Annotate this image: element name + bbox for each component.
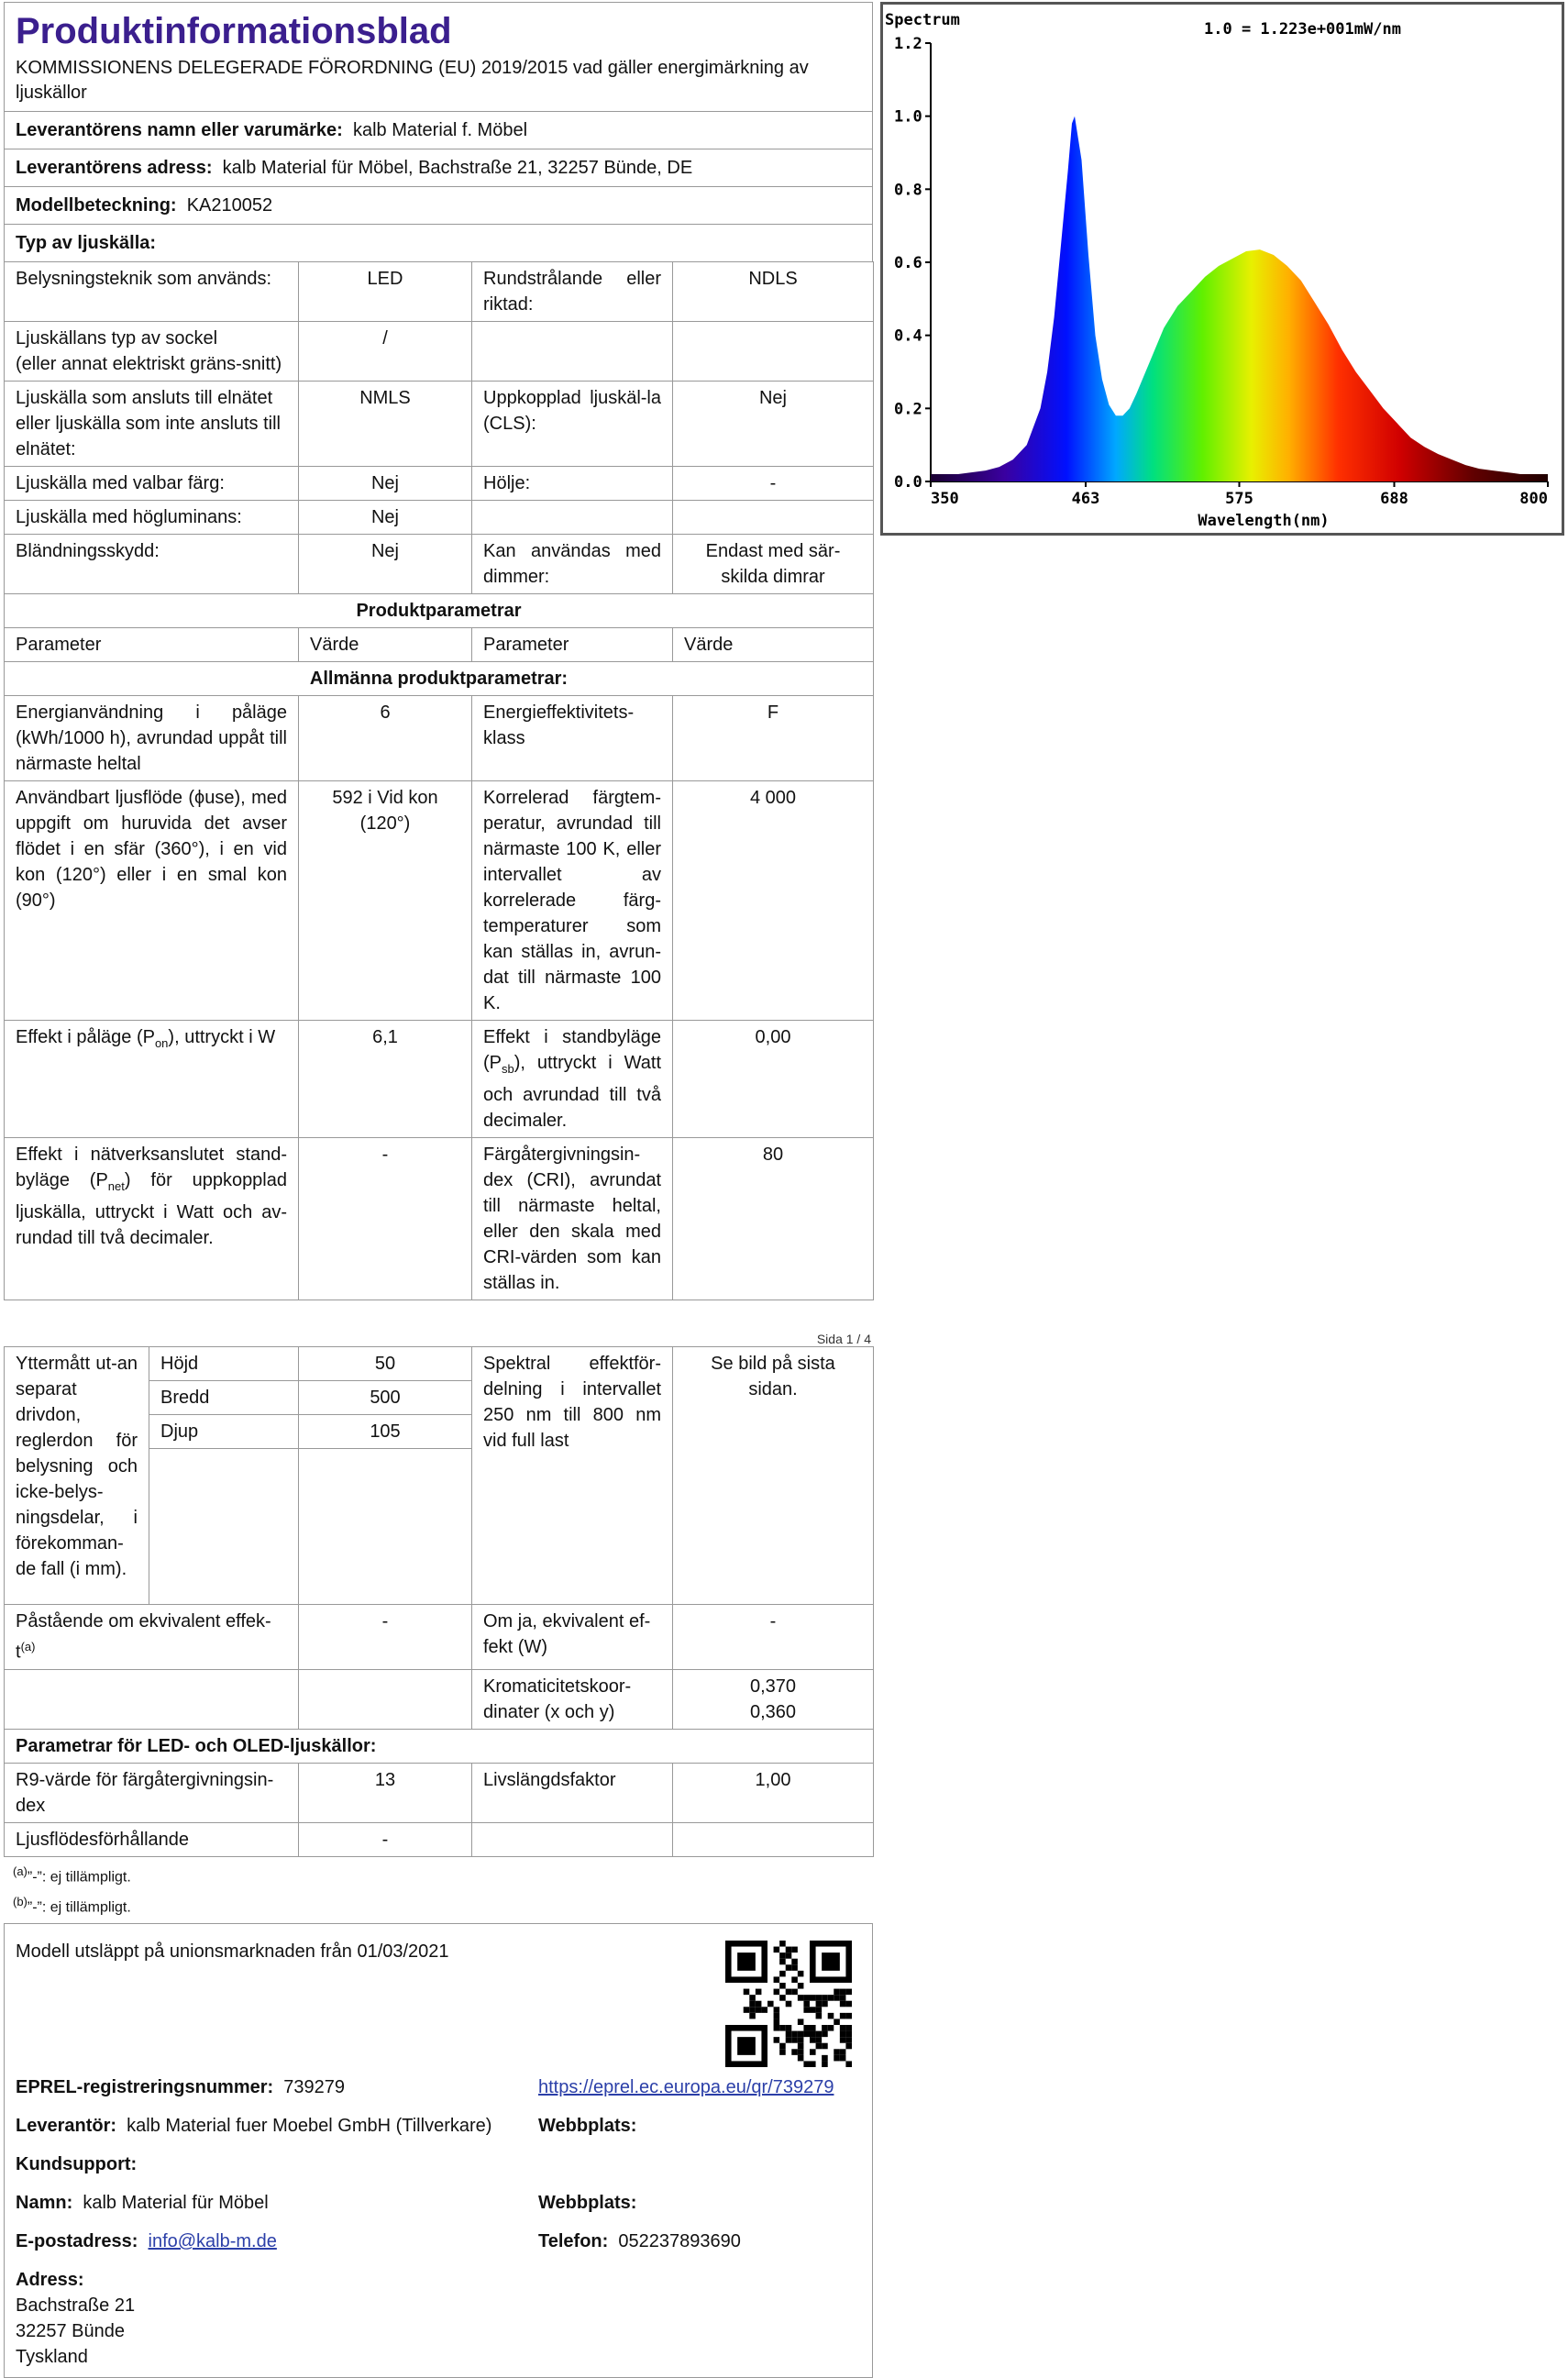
- x-axis-label: Wavelength(nm): [1198, 512, 1330, 530]
- chroma-row: [5, 1669, 874, 1729]
- param-value: 0,370 0,360: [673, 1669, 874, 1729]
- address-row: [4, 149, 873, 186]
- type-row: [5, 382, 874, 467]
- param-value: -: [299, 1138, 472, 1300]
- supplier-name: kalb Material fuer Moebel GmbH (Tillverkare): [127, 2116, 492, 2137]
- dim-value: 500: [299, 1381, 472, 1415]
- param-label: Ljusflödesförhållande: [5, 1822, 299, 1856]
- y-tick-label: 0.2: [894, 400, 922, 419]
- model-label: Modellbeteckning:: [16, 195, 177, 216]
- param-label: Ljuskälla som ansluts till elnätet eller ljuskälla som inte ansluts till elnätet:: [5, 382, 299, 467]
- footer-box: [4, 1923, 873, 2378]
- column-header-row: [5, 628, 874, 662]
- phone-number: 052237893690: [618, 2231, 741, 2252]
- website-label: Webbplats:: [538, 2116, 637, 2137]
- y-tick-label: 1.0: [894, 107, 922, 127]
- param-label: Ljuskälla med valbar färg:: [5, 467, 299, 501]
- param-value: 592 i Vid kon (120°): [299, 781, 472, 1021]
- param-value: -: [299, 1822, 472, 1856]
- param-value: -: [673, 467, 874, 501]
- net-standby-row: [5, 1138, 874, 1300]
- supplier-value: kalb Material f. Möbel: [352, 120, 528, 140]
- col-header: Parameter: [5, 628, 299, 662]
- support-heading: Kundsupport:: [16, 2154, 138, 2175]
- param-value: /: [299, 322, 472, 382]
- x-tick-label: 688: [1380, 490, 1408, 508]
- param-value: [673, 322, 874, 382]
- eprel-link[interactable]: https://eprel.ec.europa.eu/qr/739279: [538, 2077, 834, 2098]
- param-label: Användbart ljusflöde (ϕuse), med uppgift om huruvida det avser flödet i en sfär (360°), i en vid kon (120°) eller i en smal kon (90°): [5, 781, 299, 1021]
- param-value: 80: [673, 1138, 874, 1300]
- release-date: Modell utsläppt på unionsmarknaden från 01/03/2021: [16, 1941, 449, 1963]
- name-label: Namn:: [16, 2193, 73, 2214]
- led-heading: Parametrar för LED- och OLED-ljuskällor:: [5, 1729, 874, 1763]
- x-tick-label: 350: [931, 490, 959, 508]
- type-row: [5, 262, 874, 322]
- address-line: Tyskland: [16, 2347, 88, 2368]
- param-label: Belysningsteknik som används:: [5, 262, 299, 322]
- param-label: Rundstrålande eller riktad:: [472, 262, 673, 322]
- params-heading: Produktparametrar: [5, 594, 874, 628]
- y-tick-label: 0.0: [894, 473, 922, 492]
- param-label: Hölje:: [472, 467, 673, 501]
- supplier-label: Leverantörens namn eller varumärke:: [16, 120, 343, 140]
- param-value: 6: [299, 696, 472, 781]
- param-label: Effekt i nätverksanslutet stand-byläge $(P_{net})$ för uppkopplad ljuskälla, uttryckt i Watt och av-rundad till två decimaler.: [5, 1138, 299, 1300]
- chart-title: Spectrum: [885, 11, 960, 29]
- address-line: Bachstraße 21: [16, 2295, 136, 2317]
- dim-value: 105: [299, 1415, 472, 1449]
- dim-value: 50: [299, 1347, 472, 1381]
- param-label: Ljuskällans typ av sockel (eller annat elektriskt gräns-snitt): [5, 322, 299, 382]
- product-info-sheet: [4, 2, 873, 2378]
- regulation-text: KOMMISSIONENS DELEGERADE FÖRORDNING (EU) 2019/2015 vad gäller energimärkning av ljuskällor: [16, 58, 809, 103]
- address-value: kalb Material für Möbel, Bachstraße 21, 32257 Bünde, DE: [222, 158, 693, 178]
- param-value: 1,00: [673, 1763, 874, 1822]
- support-name: kalb Material für Möbel: [83, 2193, 269, 2214]
- param-label: Kromaticitetskoor-dinater (x och y): [472, 1669, 673, 1729]
- website-label: Webbplats:: [538, 2193, 637, 2214]
- col-header: Parameter: [472, 628, 673, 662]
- param-label: Bländningsskydd:: [5, 535, 299, 594]
- type-row: [5, 535, 874, 594]
- type-table: [4, 261, 874, 1300]
- dim-name: Höjd: [149, 1347, 299, 1381]
- page-title: Produktinformationsblad: [16, 11, 452, 51]
- dim-name: Bredd: [149, 1381, 299, 1415]
- address-label: Adress:: [16, 2270, 84, 2291]
- param-value: Se bild på sista sidan.: [673, 1347, 874, 1605]
- spectrum-chart: [880, 2, 1564, 536]
- footnote-a: $^{(a)}$”-”: ej tillämpligt.: [13, 1864, 131, 1885]
- param-label: Ljuskälla med högluminans:: [5, 501, 299, 535]
- eprel-label: EPREL-registreringsnummer:: [16, 2077, 274, 2098]
- param-label: [472, 501, 673, 535]
- param-label: [472, 322, 673, 382]
- type-row: [5, 467, 874, 501]
- param-label: Färgåtergivningsin-dex (CRI), avrundat till närmaste heltal, eller den skala med CRI-värden som kan ställas in.: [472, 1138, 673, 1300]
- param-label: Påstående om ekvivalent effek-$t^{(a)}$: [5, 1605, 299, 1670]
- energy-row: [5, 696, 874, 781]
- supplier-row: [4, 111, 873, 149]
- email-link[interactable]: info@kalb-m.de: [148, 2231, 277, 2252]
- spectrum-svg: [883, 5, 1562, 533]
- param-label: Uppkopplad ljuskäl-la (CLS):: [472, 382, 673, 467]
- param-value: 6,1: [299, 1021, 472, 1138]
- model-value: KA210052: [186, 195, 273, 216]
- col-header: Värde: [673, 628, 874, 662]
- supplier-label: Leverantör:: [16, 2116, 117, 2137]
- y-tick-label: 0.6: [894, 254, 922, 272]
- x-tick-label: 575: [1225, 490, 1253, 508]
- spectrum-area: [931, 116, 1548, 481]
- param-label: Livslängdsfaktor: [472, 1763, 673, 1822]
- dimensions-table: [4, 1346, 874, 1857]
- y-tick-label: 0.8: [894, 181, 922, 200]
- param-value: -: [673, 1605, 874, 1670]
- param-label: Energianvändning i påläge (kWh/1000 h), avrundad uppåt till närmaste heltal: [5, 696, 299, 781]
- address-line: 32257 Bünde: [16, 2321, 126, 2342]
- r9-row: [5, 1763, 874, 1822]
- param-value: 13: [299, 1763, 472, 1822]
- param-value: [673, 501, 874, 535]
- power-row: [5, 1021, 874, 1138]
- page-number: Sida 1 / 4: [816, 1332, 871, 1346]
- dims-row: [5, 1347, 874, 1381]
- qr-code[interactable]: [725, 1941, 852, 2067]
- type-heading: [4, 224, 873, 261]
- param-value: F: [673, 696, 874, 781]
- email-label: E-postadress:: [16, 2231, 138, 2252]
- param-value: Nej: [673, 382, 874, 467]
- flux-ratio-row: [5, 1822, 874, 1856]
- model-row: [4, 186, 873, 224]
- param-label: Korrelerad färgtem-peratur, avrundad till närmaste 100 K, eller intervallet av korrelerade färg-temperaturer som kan ställas in, avrun-dat till närmaste 100 K.: [472, 781, 673, 1021]
- y-tick-label: 1.2: [894, 35, 922, 53]
- param-label: Om ja, ekvivalent ef-fekt (W): [472, 1605, 673, 1670]
- param-value: Nej: [299, 535, 472, 594]
- param-label: Effekt i standbyläge $(P_{sb})$, uttryckt i Watt och avrundad till två decimaler.: [472, 1021, 673, 1138]
- param-value: NMLS: [299, 382, 472, 467]
- param-value: Endast med sär-skilda dimrar: [673, 535, 874, 594]
- param-value: LED: [299, 262, 472, 322]
- eprel-number: 739279: [283, 2077, 346, 2098]
- x-tick-label: 800: [1519, 490, 1548, 508]
- phone-label: Telefon:: [538, 2231, 609, 2252]
- param-value: 4 000: [673, 781, 874, 1021]
- param-label: Energieffektivitets-klass: [472, 696, 673, 781]
- param-label: Kan användas med dimmer:: [472, 535, 673, 594]
- type-row: [5, 501, 874, 535]
- col-header: Värde: [299, 628, 472, 662]
- param-label: R9-värde för färgåtergivningsin-dex: [5, 1763, 299, 1822]
- param-value: Nej: [299, 501, 472, 535]
- chart-scale-note: 1.0 = 1.223e+001mW/nm: [1204, 20, 1401, 39]
- equiv-row: [5, 1605, 874, 1670]
- param-value: Nej: [299, 467, 472, 501]
- param-value: NDLS: [673, 262, 874, 322]
- param-label: Effekt i påläge $(P_{on})$, uttryckt i W: [5, 1021, 299, 1138]
- footnote-b: $^{(b)}$”-”: ej tillämpligt.: [13, 1894, 131, 1916]
- type-row: [5, 322, 874, 382]
- header: [4, 2, 873, 111]
- address-label: Leverantörens adress:: [16, 158, 213, 178]
- general-heading: Allmänna produktparametrar:: [5, 662, 874, 696]
- y-tick-label: 0.4: [894, 326, 922, 346]
- address-block: [16, 2267, 861, 2370]
- flux-row: [5, 781, 874, 1021]
- param-label: Spektral effektför-delning i intervallet 250 nm till 800 nm vid full last: [472, 1347, 673, 1605]
- param-value: -: [299, 1605, 472, 1670]
- param-value: 0,00: [673, 1021, 874, 1138]
- dim-name: Djup: [149, 1415, 299, 1449]
- dims-label: Yttermått ut-an separat drivdon, reglerdon för belysning och icke-belys-ningsdelar, i förekomman-de fall (i mm).: [5, 1347, 149, 1605]
- type-heading-text: Typ av ljuskälla:: [16, 233, 157, 253]
- x-tick-label: 463: [1071, 490, 1100, 508]
